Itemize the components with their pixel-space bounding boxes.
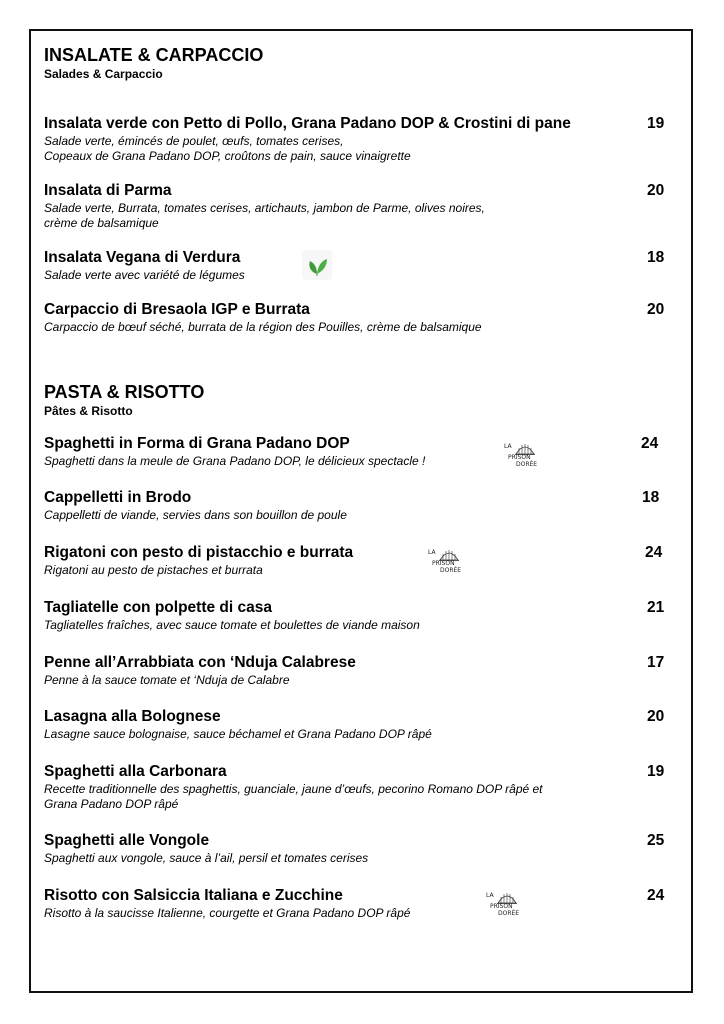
dish-name: Insalata di Parma: [44, 182, 172, 199]
section-title-salads: INSALATE & CARPACCIO: [44, 45, 264, 65]
la-prison-doree-logo: LA PRISON DORÉE: [504, 443, 538, 468]
dish-price: 21: [647, 599, 665, 616]
dish-name: Cappelletti in Brodo: [44, 489, 192, 506]
vegan-leaf-icon: [302, 250, 332, 280]
dish-description: Spaghetti aux vongole, sauce à l’ail, persil et tomates cerises: [44, 851, 369, 865]
dish-description: Recette traditionnelle des spaghettis, guanciale, jaune d’œufs, pecorino Romano DOP râpé et Grana Padano DOP râpé: [44, 782, 543, 811]
la-prison-doree-logo: LA PRISON DORÉE: [486, 892, 520, 917]
dish-price: 20: [647, 182, 665, 199]
dish-price: 18: [642, 489, 660, 506]
dish-name: Lasagna alla Bolognese: [44, 708, 221, 725]
dish-description: Penne à la sauce tomate et ‘Nduja de Calabre: [44, 673, 290, 687]
dish-name: Rigatoni con pesto di pistacchio e burrata: [44, 544, 354, 561]
dish-price: 18: [647, 249, 665, 266]
dish-name: Insalata verde con Petto di Pollo, Grana Padano DOP & Crostini di pane: [44, 115, 571, 132]
dish-description: Lasagne sauce bolognaise, sauce béchamel et Grana Padano DOP râpé: [44, 727, 432, 741]
section-subtitle-salads: Salades & Carpaccio: [44, 67, 163, 81]
dish-description: Spaghetti dans la meule de Grana Padano DOP, le délicieux spectacle !: [44, 454, 426, 468]
dish-name: Spaghetti alle Vongole: [44, 832, 210, 849]
dish-description: Risotto à la saucisse Italienne, courgette et Grana Padano DOP râpé: [44, 906, 411, 920]
dish-description: Salade verte, émincés de poulet, œufs, tomates cerises, Copeaux de Grana Padano DOP, croûtons de pain, sauce vinaigrette: [44, 134, 411, 163]
dish-name: Carpaccio di Bresaola IGP e Burrata: [44, 301, 310, 318]
dish-name: Insalata Vegana di Verdura: [44, 249, 241, 266]
dish-name: Spaghetti alla Carbonara: [44, 763, 227, 780]
dish-name: Risotto con Salsiccia Italiana e Zucchine: [44, 887, 343, 904]
dish-description: Salade verte, Burrata, tomates cerises, artichauts, jambon de Parme, olives noires, crème de balsamique: [44, 201, 485, 230]
dish-price: 20: [647, 708, 665, 725]
dish-price: 19: [647, 763, 665, 780]
dish-description: Tagliatelles fraîches, avec sauce tomate et boulettes de viande maison: [44, 618, 420, 632]
dish-price: 19: [647, 115, 665, 132]
section-title-pasta: PASTA & RISOTTO: [44, 382, 205, 402]
dish-price: 24: [641, 435, 659, 452]
dish-price: 17: [647, 654, 665, 671]
dish-price: 24: [645, 544, 663, 561]
dish-price: 24: [647, 887, 665, 904]
dish-name: Tagliatelle con polpette di casa: [44, 599, 272, 616]
dish-price: 25: [647, 832, 665, 849]
section-subtitle-pasta: Pâtes & Risotto: [44, 404, 133, 418]
dish-description: Rigatoni au pesto de pistaches et burrata: [44, 563, 263, 577]
dish-name: Penne all’Arrabbiata con ‘Nduja Calabrese: [44, 654, 356, 671]
dish-price: 20: [647, 301, 665, 318]
la-prison-doree-logo: LA PRISON DORÉE: [428, 549, 462, 574]
dish-description: Salade verte avec variété de légumes: [44, 268, 245, 282]
dish-description: Cappelletti de viande, servies dans son bouillon de poule: [44, 508, 347, 522]
dish-name: Spaghetti in Forma di Grana Padano DOP: [44, 435, 350, 452]
dish-description: Carpaccio de bœuf séché, burrata de la région des Pouilles, crème de balsamique: [44, 320, 482, 334]
